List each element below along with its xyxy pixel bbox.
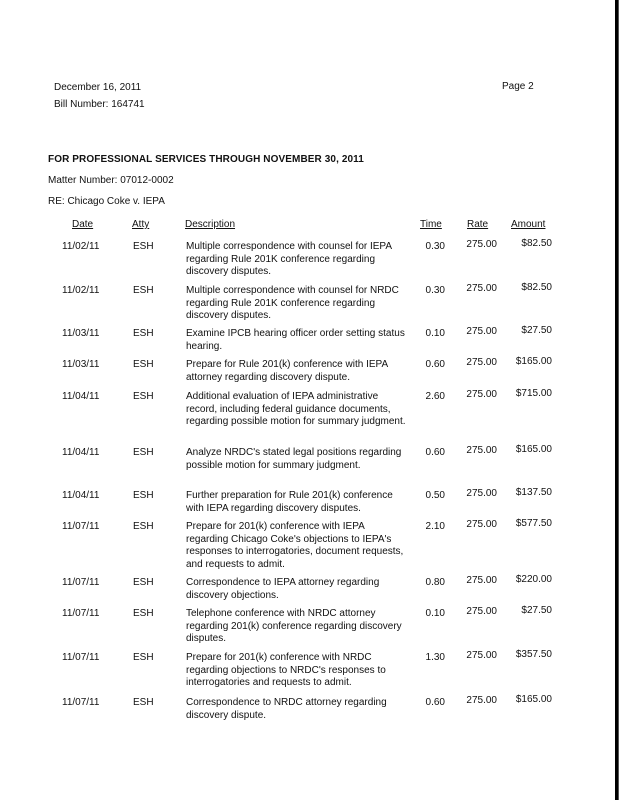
entry-amount: $27.50 <box>521 605 552 616</box>
entry-time: 0.10 <box>425 328 445 339</box>
entry-date: 11/04/11 <box>62 490 100 501</box>
entry-date: 11/07/11 <box>62 521 100 532</box>
entry-attorney: ESH <box>133 577 154 588</box>
entry-time: 0.30 <box>425 285 445 296</box>
section-title: FOR PROFESSIONAL SERVICES THROUGH NOVEMBER 30, 2011 <box>48 154 364 165</box>
entry-attorney: ESH <box>133 608 154 619</box>
entry-attorney: ESH <box>133 490 154 501</box>
column-header-date: Date <box>72 219 94 230</box>
entry-description: Further preparation for Rule 201(k) conference with IEPA regarding discovery disputes. <box>186 490 393 514</box>
entry-description: Multiple correspondence with counsel for NRDC regarding Rule 201K conference regarding discovery disputes. <box>186 285 399 321</box>
entry-attorney: ESH <box>133 652 154 663</box>
entry-amount: $27.50 <box>521 325 552 336</box>
entry-rate: 275.00 <box>466 389 497 400</box>
entry-rate: 275.00 <box>466 695 497 706</box>
entry-date: 11/04/11 <box>62 391 100 402</box>
entry-attorney: ESH <box>133 241 154 252</box>
entry-rate: 275.00 <box>466 326 497 337</box>
entry-attorney: ESH <box>133 359 154 370</box>
entry-description: Additional evaluation of IEPA administrative record, including federal guidance documents, regarding possible motion for summary judgment. <box>186 391 406 427</box>
entry-description: Prepare for 201(k) conference with IEPA regarding Chicago Coke's objections to IEPA's responses to interrogatories, document requests, and requests to admit. <box>186 521 404 570</box>
entry-amount: $220.00 <box>515 574 552 585</box>
entry-amount: $165.00 <box>515 356 552 367</box>
entry-time: 2.60 <box>425 391 445 402</box>
entry-rate: 275.00 <box>466 575 497 586</box>
entry-date: 11/07/11 <box>62 608 100 619</box>
entry-time: 0.60 <box>425 447 445 458</box>
entry-rate: 275.00 <box>466 650 497 661</box>
entry-amount: $357.50 <box>515 649 552 660</box>
entry-attorney: ESH <box>133 328 154 339</box>
entry-time: 0.30 <box>425 241 445 252</box>
column-header-amount: Amount <box>511 219 546 230</box>
page-number: Page 2 <box>502 81 534 92</box>
entry-attorney: ESH <box>133 697 154 708</box>
entry-description: Examine IPCB hearing officer order setting status hearing. <box>186 328 405 352</box>
column-header-rate: Rate <box>467 219 489 230</box>
entry-rate: 275.00 <box>466 445 497 456</box>
entry-date: 11/02/11 <box>62 285 100 296</box>
entry-description: Multiple correspondence with counsel for IEPA regarding Rule 201K conference regarding discovery disputes. <box>186 241 392 277</box>
entry-time: 1.30 <box>425 652 445 663</box>
entry-amount: $82.50 <box>521 238 552 249</box>
entry-date: 11/07/11 <box>62 697 100 708</box>
entry-amount: $165.00 <box>515 694 552 705</box>
entry-attorney: ESH <box>133 285 154 296</box>
entry-description: Prepare for 201(k) conference with NRDC regarding objections to NRDC's responses to interrogatories and requests to admit. <box>186 652 386 688</box>
entry-amount: $577.50 <box>515 518 552 529</box>
entry-rate: 275.00 <box>466 488 497 499</box>
entry-amount: $165.00 <box>515 444 552 455</box>
entry-rate: 275.00 <box>466 519 497 530</box>
entry-time: 0.50 <box>425 490 445 501</box>
entry-rate: 275.00 <box>466 239 497 250</box>
entry-attorney: ESH <box>133 447 154 458</box>
bill-number: Bill Number: 164741 <box>54 99 145 110</box>
entry-date: 11/07/11 <box>62 577 100 588</box>
entry-amount: $137.50 <box>515 487 552 498</box>
entry-amount: $715.00 <box>515 388 552 399</box>
re-line: RE: Chicago Coke v. IEPA <box>48 196 165 207</box>
entry-description: Correspondence to IEPA attorney regarding discovery objections. <box>186 577 380 601</box>
entry-date: 11/07/11 <box>62 652 100 663</box>
entry-description: Prepare for Rule 201(k) conference with IEPA attorney regarding discovery dispute. <box>186 359 388 383</box>
entry-date: 11/04/11 <box>62 447 100 458</box>
entry-time: 0.60 <box>425 697 445 708</box>
entry-time: 0.80 <box>425 577 445 588</box>
entry-attorney: ESH <box>133 521 154 532</box>
entry-date: 11/03/11 <box>62 359 100 370</box>
entry-time: 0.10 <box>425 608 445 619</box>
entry-time: 0.60 <box>425 359 445 370</box>
entry-time: 2.10 <box>425 521 445 532</box>
entry-rate: 275.00 <box>466 357 497 368</box>
entry-description: Correspondence to NRDC attorney regarding discovery dispute. <box>186 697 387 721</box>
entry-description: Telephone conference with NRDC attorney regarding 201(k) conference regarding discovery disputes. <box>186 608 402 644</box>
column-header-description: Description <box>185 219 236 230</box>
matter-number: Matter Number: 07012-0002 <box>48 175 174 186</box>
column-header-time: Time <box>420 219 442 230</box>
column-header-atty: Atty <box>132 219 150 230</box>
entry-date: 11/02/11 <box>62 241 100 252</box>
entry-rate: 275.00 <box>466 606 497 617</box>
entry-date: 11/03/11 <box>62 328 100 339</box>
entry-description: Analyze NRDC's stated legal positions regarding possible motion for summary judgment. <box>186 447 402 471</box>
invoice-date: December 16, 2011 <box>54 82 142 93</box>
entry-rate: 275.00 <box>466 283 497 294</box>
entry-attorney: ESH <box>133 391 154 402</box>
entry-amount: $82.50 <box>521 282 552 293</box>
